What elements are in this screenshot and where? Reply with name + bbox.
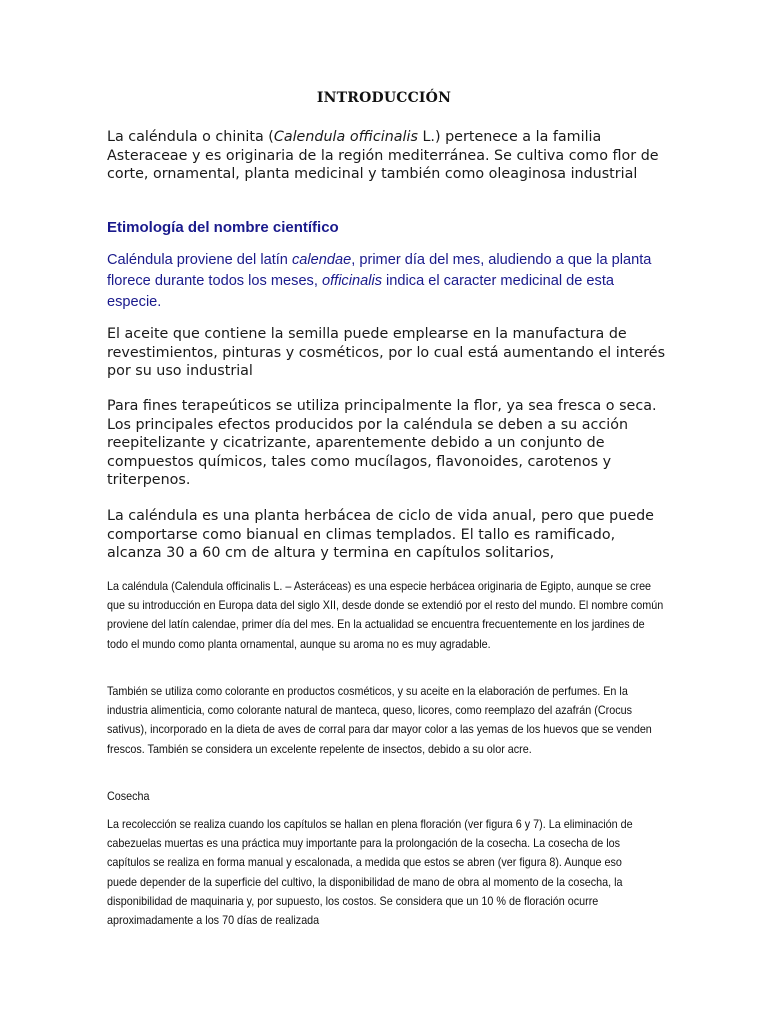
etymology-paragraph (107, 250, 662, 313)
oil-paragraph: El aceite que contiene la semilla puede emplearse en la manufactura de revestimientos, pinturas y cosméticos, por lo cual está aumentando el interés por su uso industrial (107, 326, 666, 379)
harvest-heading: Cosecha (107, 790, 150, 803)
etymology-text-2: , primer día del mes, aludiendo a que la planta florece durante todos los meses, (107, 252, 652, 289)
etymology-text-3: indica el caracter medicinal de esta especie. (107, 273, 614, 310)
harvest-paragraph: La recolección se realiza cuando los capítulos se hallan en plena floración (ver figura 6 y 7). La eliminación de cabezuelas muertas es una práctica muy importante para la prolongación de la cosecha. La cosecha de los capítulos se realiza en forma manual y escalonada, a medida que estos se abren (ver figura 8). Aunque eso puede depender de la superficie del cultivo, la disponibilidad de mano de obra al momento de la cosecha, la disponibilidad de maquinaria y, por supuesto, los costos. Se considera que un 10 % de floración ocurre aproximadamente a los 70 días de realizada (107, 818, 633, 928)
intro-scientific-name: Calendula officinalis (273, 129, 418, 145)
etymology-text-1: Caléndula proviene del latín (107, 252, 292, 268)
plant-description-paragraph: La caléndula es una planta herbácea de ciclo de vida anual, pero que puede comportarse como bianual en climas templados. El tallo es ramificado, alcanza 30 a 60 cm de altura y termina en capítulos solitarios, (107, 508, 654, 561)
therapeutic-paragraph: Para fines terapeúticos se utiliza principalmente la flor, ya sea fresca o seca. Los principales efectos producidos por la caléndula se deben a su acción reepitelizante y cicatrizante, aparentemente debido a un conjunto de compuestos químicos, tales como mucílagos, flavonoides, carotenos y triterpenos. (107, 398, 657, 488)
etymology-italic-officinalis: officinalis (321, 273, 382, 289)
etymology-italic-calendae: calendae (291, 252, 352, 268)
intro-text-pre: La caléndula o chinita ( (107, 129, 274, 145)
intro-text-post: L.) pertenece a la familia Asteraceae y es originaria de la región mediterránea. Se cultiva como flor de corte, ornamental, planta medicinal y también como oleaginosa industrial (107, 129, 659, 182)
uses-paragraph: También se utiliza como colorante en productos cosméticos, y su aceite en la elaboración de perfumes. En la industria alimenticia, como colorante natural de manteca, queso, licores, como reemplazo del azafrán (Crocus sativus), incorporado en la dieta de aves de corral para dar mayor color a las yemas de los huevos que se venden frescos. También se considera un excelente repelente de insectos, debido a su olor acre. (107, 685, 652, 756)
intro-paragraph (107, 128, 667, 184)
origin-paragraph: La caléndula (Calendula officinalis L. – Asteráceas) es una especie herbácea originaria de Egipto, aunque se cree que su introducción en Europa data del siglo XII, desde donde se extendió por el resto del mundo. El nombre común proviene del latín calendae, primer día del mes. En la actualidad se encuentra frecuentemente en los jardines de todo el mundo como planta ornamental, aunque su aroma no es muy agradable. (107, 580, 664, 651)
etymology-heading: Etimología del nombre científico (107, 219, 339, 236)
page-title: INTRODUCCIÓN (316, 90, 452, 106)
